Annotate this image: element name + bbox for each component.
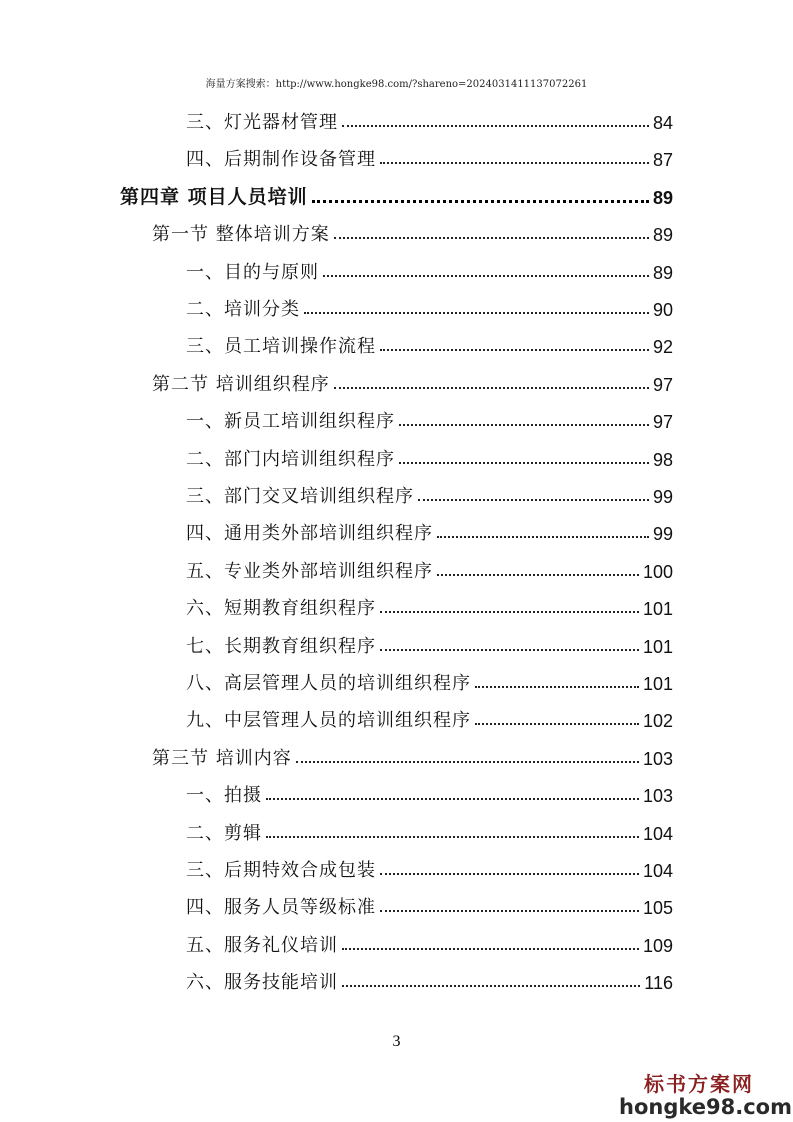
toc-entry-title: 第四章 项目人员培训: [120, 185, 308, 208]
toc-entry-title: 六、服务技能培训: [186, 972, 338, 994]
page-header-url: 海量方案搜索：http://www.hongke98.com/?shareno=2024031411137072261: [205, 79, 588, 90]
toc-dot-leader: [380, 873, 639, 875]
toc-subsection-entry: [186, 478, 673, 508]
toc-entry-page-number: 109: [642, 935, 673, 956]
toc-entry-page-number: 101: [642, 674, 673, 694]
toc-subsection-entry: [186, 628, 673, 658]
toc-section-entry: [152, 740, 673, 770]
toc-entry-page-number: 84: [652, 113, 673, 133]
toc-entry-page-number: 103: [642, 748, 673, 769]
toc-subsection-entry: [186, 590, 673, 620]
toc-entry-title: 一、拍摄: [186, 785, 262, 807]
toc-subsection-entry: [186, 702, 673, 732]
toc-entry-title: 四、后期制作设备管理: [186, 149, 376, 171]
toc-subsection-entry: [186, 515, 673, 545]
toc-entry-title: 第一节 整体培训方案: [152, 224, 330, 246]
toc-subsection-entry: [186, 889, 673, 919]
toc-dot-leader: [342, 948, 639, 950]
toc-entry-page-number: 92: [652, 337, 673, 358]
toc-dot-leader: [380, 349, 649, 351]
toc-dot-leader: [399, 462, 649, 464]
toc-entry-page-number: 105: [642, 898, 673, 919]
toc-entry-page-number: 89: [652, 262, 673, 283]
toc-entry-title: 二、剪辑: [186, 822, 262, 844]
toc-entry-page-number: 116: [644, 973, 673, 994]
toc-entry-page-number: 97: [652, 374, 673, 395]
toc-entry-page-number: 101: [642, 599, 673, 620]
toc-entry-page-number: 87: [652, 150, 673, 171]
toc-entry-title: 二、培训分类: [186, 299, 300, 320]
toc-subsection-entry: [186, 254, 673, 284]
toc-entry-title: 八、高层管理人员的培训组织程序: [186, 673, 471, 694]
toc-entry-page-number: 99: [652, 487, 673, 507]
toc-entry-title: 一、目的与原则: [186, 261, 319, 283]
toc-entry-title: 三、部门交叉培训组织程序: [186, 486, 414, 507]
watermark-logo: [619, 1068, 792, 1119]
toc-entry-title: 九、中层管理人员的培训组织程序: [186, 710, 471, 732]
toc-subsection-entry: [186, 852, 673, 882]
toc-entry-page-number: 104: [642, 823, 673, 844]
toc-subsection-entry: [186, 141, 673, 171]
toc-entry-page-number: 102: [642, 711, 673, 732]
toc-dot-leader: [475, 686, 639, 688]
watermark-cn-text: 标书方案网: [644, 1072, 754, 1096]
toc-entry-page-number: 97: [652, 412, 673, 433]
toc-subsection-entry: [186, 104, 673, 134]
toc-dot-leader: [266, 798, 639, 800]
toc-dot-leader: [380, 910, 639, 912]
toc-entry-title: 三、员工培训操作流程: [186, 336, 376, 358]
toc-dot-leader: [296, 761, 639, 763]
toc-entry-title: 五、服务礼仪培训: [186, 934, 338, 956]
toc-dot-leader: [380, 649, 639, 651]
toc-entry-title: 第二节 培训组织程序: [152, 373, 330, 395]
watermark-en-text: hongke98.com: [619, 1095, 792, 1119]
toc-entry-title: 二、部门内培训组织程序: [186, 448, 395, 470]
toc-dot-leader: [380, 162, 649, 164]
toc-entry-page-number: 100: [642, 561, 673, 582]
toc-subsection-entry: [186, 777, 673, 807]
toc-dot-leader: [399, 424, 649, 426]
toc-subsection-entry: [186, 291, 673, 321]
toc-section-entry: [152, 216, 673, 246]
toc-dot-leader: [342, 125, 649, 127]
toc-section-entry: [152, 366, 673, 396]
toc-subsection-entry: [186, 665, 673, 695]
toc-entry-title: 五、专业类外部培训组织程序: [186, 560, 433, 582]
toc-dot-leader: [418, 499, 649, 501]
toc-entry-title: 六、短期教育组织程序: [186, 598, 376, 620]
toc-entry-page-number: 99: [652, 524, 673, 545]
toc-subsection-entry: [186, 441, 673, 471]
toc-dot-leader: [323, 275, 649, 277]
toc-dot-leader: [437, 536, 649, 538]
toc-dot-leader: [380, 611, 639, 613]
toc-entry-title: 七、长期教育组织程序: [186, 635, 376, 657]
toc-entry-title: 第三节 培训内容: [152, 747, 292, 769]
toc-entry-page-number: 101: [642, 636, 673, 657]
toc-entry-title: 四、服务人员等级标准: [186, 897, 376, 919]
toc-subsection-entry: [186, 553, 673, 583]
toc-dot-leader: [304, 312, 649, 314]
toc-subsection-entry: [186, 964, 673, 994]
toc-entry-page-number: 90: [652, 300, 673, 320]
toc-dot-leader: [334, 237, 649, 239]
toc-entry-title: 三、灯光器材管理: [186, 112, 338, 133]
toc-dot-leader: [266, 836, 639, 838]
toc-chapter-entry: [120, 179, 673, 209]
toc-subsection-entry: [186, 815, 673, 845]
toc-subsection-entry: [186, 927, 673, 957]
toc-entry-page-number: 103: [642, 786, 673, 807]
page-number: 3: [392, 1033, 401, 1050]
toc-dot-leader: [334, 387, 649, 389]
toc-dot-leader: [475, 723, 639, 725]
toc-subsection-entry: [186, 328, 673, 358]
toc-entry-page-number: 89: [652, 225, 673, 246]
toc-entry-title: 三、后期特效合成包装: [186, 860, 376, 881]
toc-entry-title: 一、新员工培训组织程序: [186, 411, 395, 433]
toc-entry-title: 四、通用类外部培训组织程序: [186, 523, 433, 545]
toc-dot-leader: [342, 985, 640, 987]
toc-entry-page-number: 89: [652, 187, 673, 208]
toc-subsection-entry: [186, 403, 673, 433]
toc-dot-leader: [437, 574, 639, 576]
toc-dot-leader: [312, 200, 649, 203]
toc-entry-page-number: 104: [642, 861, 673, 881]
toc-entry-page-number: 98: [652, 449, 673, 470]
